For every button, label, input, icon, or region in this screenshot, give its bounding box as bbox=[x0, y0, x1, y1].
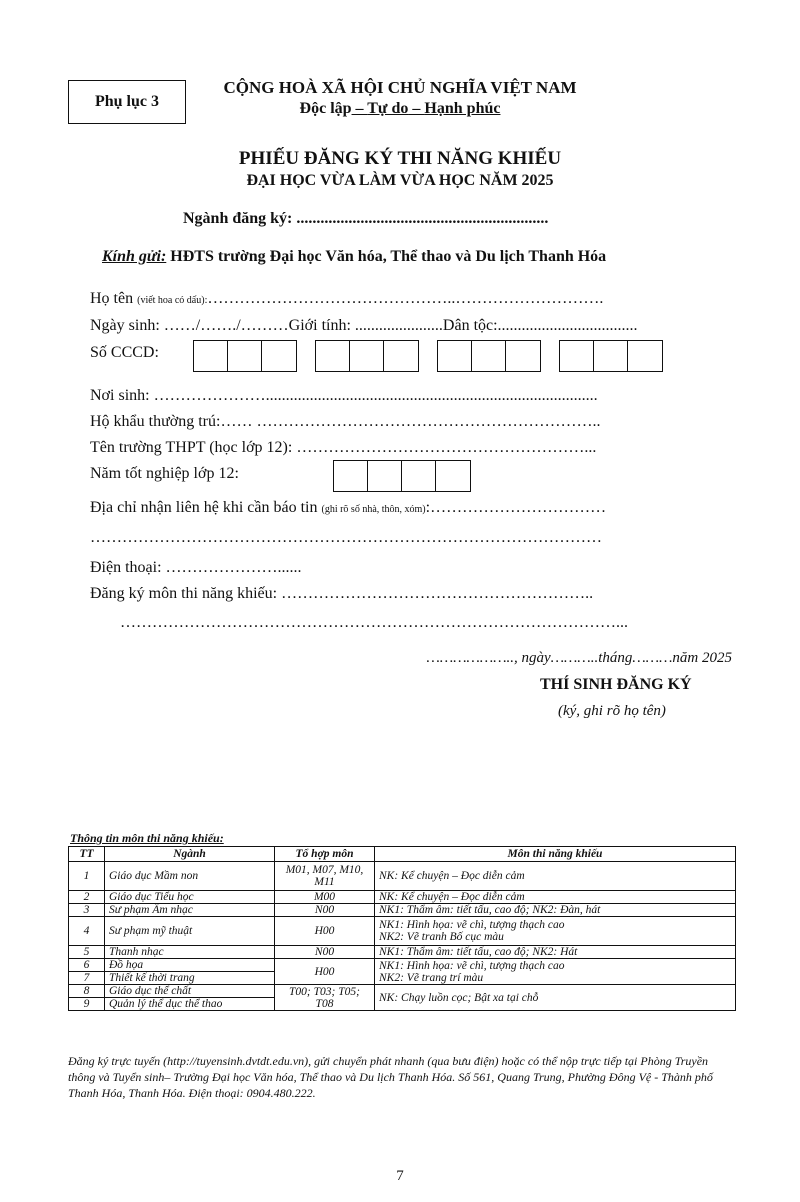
subjects-field[interactable]: Đăng ký môn thi năng khiếu: ………………………………………………….. bbox=[90, 585, 594, 602]
cell-tt: 5 bbox=[69, 946, 105, 959]
motto-sep-2: – bbox=[408, 100, 425, 117]
cell-exam: NK: Kể chuyện – Đọc diễn cảm bbox=[375, 891, 736, 904]
cell-major: Thanh nhạc bbox=[105, 946, 275, 959]
cell-combo: M00 bbox=[275, 891, 375, 904]
birthplace-field[interactable]: Nơi sinh: …………………................................................................................... bbox=[90, 387, 598, 404]
subjects-line-2[interactable]: …………………………………………………………………………………... bbox=[120, 614, 628, 631]
table-row bbox=[69, 904, 736, 917]
cell-exam-line-2: NK2: Vẽ trang trí màu bbox=[379, 971, 484, 984]
cell-exam-line-1: NK1: Hình họa: vẽ chì, tượng thạch cao bbox=[379, 919, 565, 931]
table-header-row bbox=[69, 847, 736, 862]
cell-tt: 8 bbox=[69, 985, 105, 998]
page-number: 7 bbox=[396, 1168, 404, 1184]
name-field[interactable] bbox=[90, 290, 603, 308]
phone-field[interactable]: Điện thoại: …………………...... bbox=[90, 559, 302, 576]
residence-field[interactable]: Hộ khẩu thường trú:…… ……………………………………………………….. bbox=[90, 413, 601, 430]
cell-exam-merged: NK: Chạy luồn cọc; Bật xa tại chỗ bbox=[375, 985, 736, 1011]
addressee bbox=[102, 248, 606, 266]
motto-sep-1: – bbox=[351, 100, 368, 117]
cell-exam: NK: Kể chuyện – Đọc diễn cảm bbox=[375, 862, 736, 891]
addressee-text: HĐTS trường Đại học Văn hóa, Thể thao và Du lịch Thanh Hóa bbox=[166, 248, 607, 265]
header-combo: Tổ hợp môn bbox=[275, 847, 375, 862]
id-box-group[interactable] bbox=[193, 340, 297, 372]
table-row bbox=[69, 985, 736, 998]
addressee-label: Kính gửi: bbox=[102, 248, 167, 265]
submission-note: Đăng ký trực tuyến (http://tuyensinh.dvtdt.edu.vn), gửi chuyển phát nhanh (qua bưu điện) hoặc có thể nộp trực tiếp tại Phòng Truyền thông và Tuyển sinh– Trường Đại học Văn hóa, Thể thao và Du lịch Thanh Hóa. Số 561, Quang Trung, Phường Đông Vệ - Thành phố Thanh Hóa, Thanh Hóa. Điện thoại: 0904.480.222. bbox=[68, 1054, 713, 1100]
major-field[interactable]: Ngành đăng ký: ............................................................... bbox=[183, 210, 549, 227]
header-major: Ngành bbox=[105, 847, 275, 862]
grad-year-boxes[interactable] bbox=[333, 460, 489, 492]
cell-major: Đồ họa bbox=[105, 959, 275, 972]
cell-exam-line-2: NK2: Vẽ tranh Bố cục màu bbox=[379, 931, 504, 943]
address-line-2[interactable]: …………………………………………………………………………………… bbox=[90, 529, 602, 546]
national-motto bbox=[200, 100, 600, 118]
signature-hint: (ký, ghi rõ họ tên) bbox=[558, 703, 666, 719]
cell-tt: 3 bbox=[69, 904, 105, 917]
cell-tt: 2 bbox=[69, 891, 105, 904]
cell-combo: N00 bbox=[275, 946, 375, 959]
id-box-group[interactable] bbox=[315, 340, 419, 372]
form-title: PHIẾU ĐĂNG KÝ THI NĂNG KHIẾU bbox=[238, 148, 562, 169]
name-label: Họ tên bbox=[90, 290, 138, 307]
address-dots: :…………………………… bbox=[425, 499, 607, 516]
cell-tt: 1 bbox=[69, 862, 105, 891]
table-row bbox=[69, 917, 736, 946]
signature-date: ……………….., ngày………..tháng………năm 2025 bbox=[426, 650, 732, 666]
form-subtitle: ĐẠI HỌC VỪA LÀM VỪA HỌC NĂM 2025 bbox=[246, 172, 554, 189]
table-row bbox=[69, 862, 736, 891]
country-name: CỘNG HOÀ XÃ HỘI CHỦ NGHĨA VIỆT NAM bbox=[223, 78, 577, 97]
cell-exam: NK1: Thẩm âm: tiết tấu, cao độ; NK2: Hát bbox=[375, 946, 736, 959]
cell-major: Giáo dục thể chất bbox=[105, 985, 275, 998]
cell-exam bbox=[375, 917, 736, 946]
header-exam: Môn thi năng khiếu bbox=[375, 847, 736, 862]
motto-part-1: Độc lập bbox=[299, 100, 352, 117]
table-row bbox=[69, 946, 736, 959]
cell-combo-merged: T00; T03; T05; T08 bbox=[275, 985, 375, 1011]
table-row bbox=[69, 959, 736, 972]
header-tt: TT bbox=[69, 847, 105, 862]
cell-tt: 9 bbox=[69, 998, 105, 1011]
address-label: Địa chỉ nhận liên hệ khi cần báo tin bbox=[90, 499, 322, 516]
id-label: Số CCCD: bbox=[90, 344, 159, 361]
grad-year-label: Năm tốt nghiệp lớp 12: bbox=[90, 465, 239, 482]
cell-combo-merged: H00 bbox=[275, 959, 375, 985]
school-field[interactable]: Tên trường THPT (học lớp 12): ………………………………………………... bbox=[90, 439, 597, 456]
cell-tt: 4 bbox=[69, 917, 105, 946]
dob-gender-ethnicity-field[interactable]: Ngày sinh: ……/……./………Giới tính: ......................Dân tộc:................................... bbox=[90, 317, 638, 334]
grad-year-box-group[interactable] bbox=[333, 460, 471, 492]
signature-title: THÍ SINH ĐĂNG KÝ bbox=[540, 676, 692, 693]
appendix-label: Phụ lục 3 bbox=[68, 80, 186, 124]
table-row bbox=[69, 891, 736, 904]
cell-major: Quản lý thể dục thể thao bbox=[105, 998, 275, 1011]
name-dots: ………………………………………..………………………. bbox=[207, 290, 604, 307]
cell-major: Sư phạm mỹ thuật bbox=[105, 917, 275, 946]
id-number-boxes[interactable] bbox=[193, 340, 681, 372]
cell-combo: N00 bbox=[275, 904, 375, 917]
address-field[interactable] bbox=[90, 499, 606, 517]
cell-combo: M01, M07, M10, M11 bbox=[275, 862, 375, 891]
motto-part-2: Tự do bbox=[367, 100, 409, 117]
cell-exam: NK1: Thẩm âm: tiết tấu, cao độ; NK2: Đàn, hát bbox=[375, 904, 736, 917]
cell-major: Thiết kế thời trang bbox=[105, 972, 275, 985]
table-caption: Thông tin môn thi năng khiếu: bbox=[70, 831, 224, 845]
exam-info-table bbox=[68, 846, 736, 1011]
id-box-group[interactable] bbox=[437, 340, 541, 372]
cell-exam-merged bbox=[375, 959, 736, 985]
name-hint: (viết hoa có dấu): bbox=[137, 295, 208, 306]
motto-part-3: Hạnh phúc bbox=[424, 100, 501, 117]
cell-major: Giáo dục Mầm non bbox=[105, 862, 275, 891]
cell-tt: 6 bbox=[69, 959, 105, 972]
cell-major: Giáo dục Tiểu học bbox=[105, 891, 275, 904]
cell-exam-line-1: NK1: Hình họa: vẽ chì, tượng thạch cao bbox=[379, 959, 565, 972]
address-hint: (ghi rõ số nhà, thôn, xóm) bbox=[321, 504, 426, 515]
id-box-group[interactable] bbox=[559, 340, 663, 372]
cell-major: Sư phạm Âm nhạc bbox=[105, 904, 275, 917]
cell-tt: 7 bbox=[69, 972, 105, 985]
cell-combo: H00 bbox=[275, 917, 375, 946]
